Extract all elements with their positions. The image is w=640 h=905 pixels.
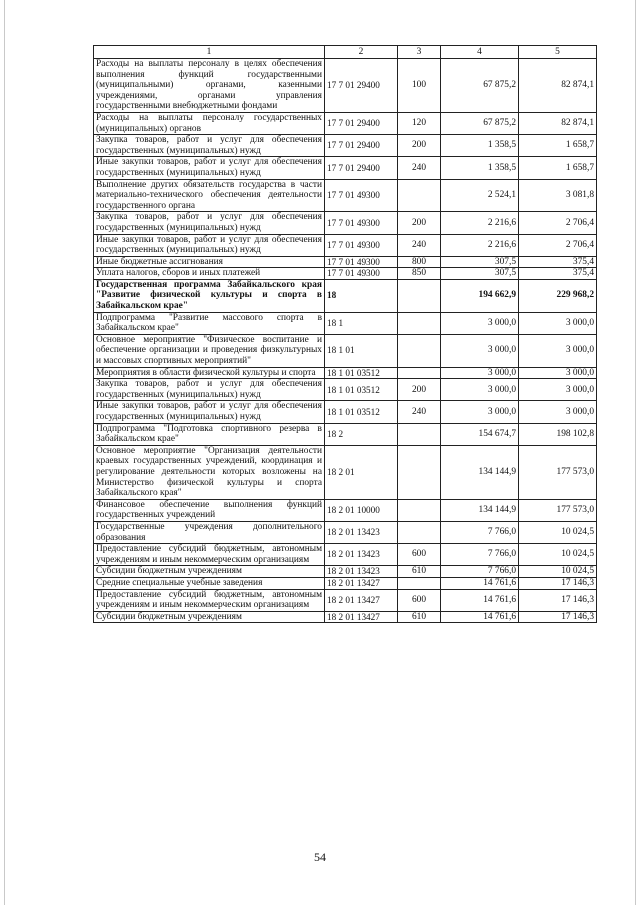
table-row bbox=[94, 234, 597, 256]
item-name-cell: Расходы на выплаты персоналу государственных (муниципальных) органов bbox=[94, 112, 325, 134]
amount-col4-cell: 14 761,6 bbox=[441, 589, 519, 611]
table-row bbox=[94, 179, 597, 212]
amount-col4-cell: 67 875,2 bbox=[441, 112, 519, 134]
expense-type-cell: 120 bbox=[398, 112, 441, 134]
target-code-cell: 18 1 01 bbox=[325, 334, 398, 367]
table-row bbox=[94, 521, 597, 543]
page-number: 54 bbox=[314, 850, 326, 864]
target-code-cell: 18 1 01 03512 bbox=[325, 367, 398, 379]
table-row bbox=[94, 611, 597, 623]
expense-type-cell: 200 bbox=[398, 135, 441, 157]
amount-col5-cell: 1 658,7 bbox=[519, 135, 597, 157]
amount-col5-cell: 3 000,0 bbox=[519, 312, 597, 334]
expense-type-cell: 200 bbox=[398, 379, 441, 401]
header-cell: 1 bbox=[94, 46, 325, 59]
target-code-cell: 18 1 01 03512 bbox=[325, 401, 398, 423]
item-name-cell: Уплата налогов, сборов и иных платежей bbox=[94, 268, 325, 280]
expense-type-cell: 610 bbox=[398, 611, 441, 623]
expense-type-cell bbox=[398, 367, 441, 379]
amount-col4-cell: 2 216,6 bbox=[441, 212, 519, 234]
header-row bbox=[94, 46, 597, 59]
item-name-cell: Средние специальные учебные заведения bbox=[94, 577, 325, 589]
item-name-cell: Предоставление субсидий бюджетным, автономным учреждениям и иным некоммерческим организациям bbox=[94, 589, 325, 611]
item-name-cell: Закупка товаров, работ и услуг для обеспечения государственных (муниципальных) нужд bbox=[94, 212, 325, 234]
header-cell: 4 bbox=[441, 46, 519, 59]
expense-type-cell: 610 bbox=[398, 566, 441, 578]
amount-col4-cell: 1 358,5 bbox=[441, 135, 519, 157]
table-row bbox=[94, 334, 597, 367]
amount-col4-cell: 3 000,0 bbox=[441, 312, 519, 334]
expense-type-cell: 240 bbox=[398, 234, 441, 256]
expense-type-cell: 850 bbox=[398, 268, 441, 280]
item-name-cell: Основное мероприятие "Физическое воспитание и обеспечение организации и проведения физкультурных и массовых спортивных мероприятий" bbox=[94, 334, 325, 367]
target-code-cell: 17 7 01 49300 bbox=[325, 268, 398, 280]
amount-col4-cell: 2 524,1 bbox=[441, 179, 519, 212]
amount-col4-cell: 3 000,0 bbox=[441, 367, 519, 379]
header-cell: 2 bbox=[325, 46, 398, 59]
expense-type-cell: 600 bbox=[398, 544, 441, 566]
target-code-cell: 17 7 01 49300 bbox=[325, 234, 398, 256]
table-row bbox=[94, 499, 597, 521]
expense-type-cell bbox=[398, 445, 441, 499]
expense-type-cell: 100 bbox=[398, 59, 441, 113]
table-row bbox=[94, 268, 597, 280]
target-code-cell: 18 1 01 03512 bbox=[325, 379, 398, 401]
amount-col4-cell: 14 761,6 bbox=[441, 611, 519, 623]
amount-col5-cell: 2 706,4 bbox=[519, 234, 597, 256]
expense-type-cell bbox=[398, 521, 441, 543]
target-code-cell: 18 2 01 13423 bbox=[325, 521, 398, 543]
amount-col4-cell: 134 144,9 bbox=[441, 499, 519, 521]
amount-col5-cell: 229 968,2 bbox=[519, 279, 597, 312]
table-row bbox=[94, 312, 597, 334]
item-name-cell: Мероприятия в области физической культуры и спорта bbox=[94, 367, 325, 379]
target-code-cell: 18 2 01 13427 bbox=[325, 589, 398, 611]
item-name-cell: Субсидии бюджетным учреждениям bbox=[94, 566, 325, 578]
amount-col5-cell: 198 102,8 bbox=[519, 423, 597, 445]
amount-col5-cell: 375,4 bbox=[519, 256, 597, 268]
amount-col5-cell: 10 024,5 bbox=[519, 544, 597, 566]
scan-edge-right bbox=[635, 0, 636, 905]
expense-type-cell: 240 bbox=[398, 157, 441, 179]
target-code-cell: 18 2 bbox=[325, 423, 398, 445]
amount-col4-cell: 3 000,0 bbox=[441, 334, 519, 367]
item-name-cell: Предоставление субсидий бюджетным, автономным учреждениям и иным некоммерческим организациям bbox=[94, 544, 325, 566]
amount-col5-cell: 17 146,3 bbox=[519, 589, 597, 611]
target-code-cell: 18 bbox=[325, 279, 398, 312]
item-name-cell: Закупка товаров, работ и услуг для обеспечения государственных (муниципальных) нужд bbox=[94, 379, 325, 401]
target-code-cell: 17 7 01 29400 bbox=[325, 157, 398, 179]
target-code-cell: 18 2 01 13423 bbox=[325, 566, 398, 578]
expense-type-cell: 200 bbox=[398, 212, 441, 234]
amount-col5-cell: 82 874,1 bbox=[519, 59, 597, 113]
target-code-cell: 18 2 01 10000 bbox=[325, 499, 398, 521]
table-row bbox=[94, 401, 597, 423]
item-name-cell: Подпрограмма "Развитие массового спорта в Забайкальском крае" bbox=[94, 312, 325, 334]
amount-col4-cell: 7 766,0 bbox=[441, 544, 519, 566]
amount-col5-cell: 3 000,0 bbox=[519, 367, 597, 379]
amount-col5-cell: 2 706,4 bbox=[519, 212, 597, 234]
amount-col5-cell: 3 000,0 bbox=[519, 379, 597, 401]
amount-col4-cell: 3 000,0 bbox=[441, 379, 519, 401]
table-row bbox=[94, 589, 597, 611]
amount-col5-cell: 3 000,0 bbox=[519, 334, 597, 367]
amount-col4-cell: 194 662,9 bbox=[441, 279, 519, 312]
item-name-cell: Иные закупки товаров, работ и услуг для обеспечения государственных (муниципальных) нужд bbox=[94, 157, 325, 179]
amount-col5-cell: 10 024,5 bbox=[519, 521, 597, 543]
table-row bbox=[94, 212, 597, 234]
expense-type-cell bbox=[398, 334, 441, 367]
amount-col5-cell: 1 658,7 bbox=[519, 157, 597, 179]
item-name-cell: Субсидии бюджетным учреждениям bbox=[94, 611, 325, 623]
table-row bbox=[94, 445, 597, 499]
header-cell: 5 bbox=[519, 46, 597, 59]
target-code-cell: 17 7 01 29400 bbox=[325, 59, 398, 113]
item-name-cell: Расходы на выплаты персоналу в целях обеспечения выполнения функций государственными (муниципальными) органами, казенными учреждениями, органами управления государственными внебюджетными фондами bbox=[94, 59, 325, 113]
target-code-cell: 18 2 01 13427 bbox=[325, 611, 398, 623]
amount-col4-cell: 14 761,6 bbox=[441, 577, 519, 589]
table-row bbox=[94, 379, 597, 401]
amount-col5-cell: 177 573,0 bbox=[519, 445, 597, 499]
amount-col4-cell: 307,5 bbox=[441, 256, 519, 268]
target-code-cell: 18 2 01 bbox=[325, 445, 398, 499]
item-name-cell: Государственные учреждения дополнительного образования bbox=[94, 521, 325, 543]
expense-type-cell bbox=[398, 279, 441, 312]
table-row bbox=[94, 423, 597, 445]
amount-col5-cell: 10 024,5 bbox=[519, 566, 597, 578]
table-row bbox=[94, 112, 597, 134]
table-row bbox=[94, 566, 597, 578]
table-row bbox=[94, 59, 597, 113]
table-row bbox=[94, 279, 597, 312]
amount-col5-cell: 375,4 bbox=[519, 268, 597, 280]
amount-col4-cell: 307,5 bbox=[441, 268, 519, 280]
target-code-cell: 17 7 01 49300 bbox=[325, 212, 398, 234]
expense-type-cell: 800 bbox=[398, 256, 441, 268]
amount-col5-cell: 17 146,3 bbox=[519, 577, 597, 589]
amount-col5-cell: 3 000,0 bbox=[519, 401, 597, 423]
target-code-cell: 18 1 bbox=[325, 312, 398, 334]
table-row bbox=[94, 544, 597, 566]
amount-col5-cell: 3 081,8 bbox=[519, 179, 597, 212]
item-name-cell: Иные бюджетные ассигнования bbox=[94, 256, 325, 268]
table-row bbox=[94, 367, 597, 379]
target-code-cell: 17 7 01 29400 bbox=[325, 135, 398, 157]
item-name-cell: Подпрограмма "Подготовка спортивного резерва в Забайкальском крае" bbox=[94, 423, 325, 445]
header-cell: 3 bbox=[398, 46, 441, 59]
amount-col4-cell: 154 674,7 bbox=[441, 423, 519, 445]
expense-type-cell: 600 bbox=[398, 589, 441, 611]
expense-type-cell: 240 bbox=[398, 401, 441, 423]
amount-col4-cell: 7 766,0 bbox=[441, 521, 519, 543]
item-name-cell: Финансовое обеспечение выполнения функций государственных учреждений bbox=[94, 499, 325, 521]
amount-col4-cell: 3 000,0 bbox=[441, 401, 519, 423]
amount-col4-cell: 2 216,6 bbox=[441, 234, 519, 256]
expense-type-cell bbox=[398, 423, 441, 445]
scan-edge-left bbox=[4, 0, 5, 905]
expense-type-cell bbox=[398, 312, 441, 334]
amount-col4-cell: 134 144,9 bbox=[441, 445, 519, 499]
table-row bbox=[94, 157, 597, 179]
target-code-cell: 17 7 01 49300 bbox=[325, 179, 398, 212]
expense-type-cell bbox=[398, 577, 441, 589]
item-name-cell: Основное мероприятие "Организация деятельности краевых государственных учреждений, координация и регулирование деятельности которых возложены на Министерство физической культуры и спорта Забайкальского края" bbox=[94, 445, 325, 499]
expense-type-cell bbox=[398, 499, 441, 521]
table-row bbox=[94, 577, 597, 589]
item-name-cell: Государственная программа Забайкальского края "Развитие физической культуры и спорта в Забайкальском крае" bbox=[94, 279, 325, 312]
amount-col5-cell: 82 874,1 bbox=[519, 112, 597, 134]
amount-col5-cell: 177 573,0 bbox=[519, 499, 597, 521]
item-name-cell: Закупка товаров, работ и услуг для обеспечения государственных (муниципальных) нужд bbox=[94, 135, 325, 157]
target-code-cell: 17 7 01 29400 bbox=[325, 112, 398, 134]
item-name-cell: Выполнение других обязательств государства в части материально-технического обеспечения деятельности государственного органа bbox=[94, 179, 325, 212]
item-name-cell: Иные закупки товаров, работ и услуг для обеспечения государственных (муниципальных) нужд bbox=[94, 234, 325, 256]
amount-col4-cell: 67 875,2 bbox=[441, 59, 519, 113]
amount-col4-cell: 7 766,0 bbox=[441, 566, 519, 578]
target-code-cell: 18 2 01 13427 bbox=[325, 577, 398, 589]
table-body bbox=[94, 46, 597, 623]
amount-col4-cell: 1 358,5 bbox=[441, 157, 519, 179]
target-code-cell: 17 7 01 49300 bbox=[325, 256, 398, 268]
item-name-cell: Иные закупки товаров, работ и услуг для обеспечения государственных (муниципальных) нужд bbox=[94, 401, 325, 423]
budget-table bbox=[93, 45, 597, 623]
table-row bbox=[94, 256, 597, 268]
target-code-cell: 18 2 01 13423 bbox=[325, 544, 398, 566]
expense-type-cell bbox=[398, 179, 441, 212]
table-row bbox=[94, 135, 597, 157]
amount-col5-cell: 17 146,3 bbox=[519, 611, 597, 623]
